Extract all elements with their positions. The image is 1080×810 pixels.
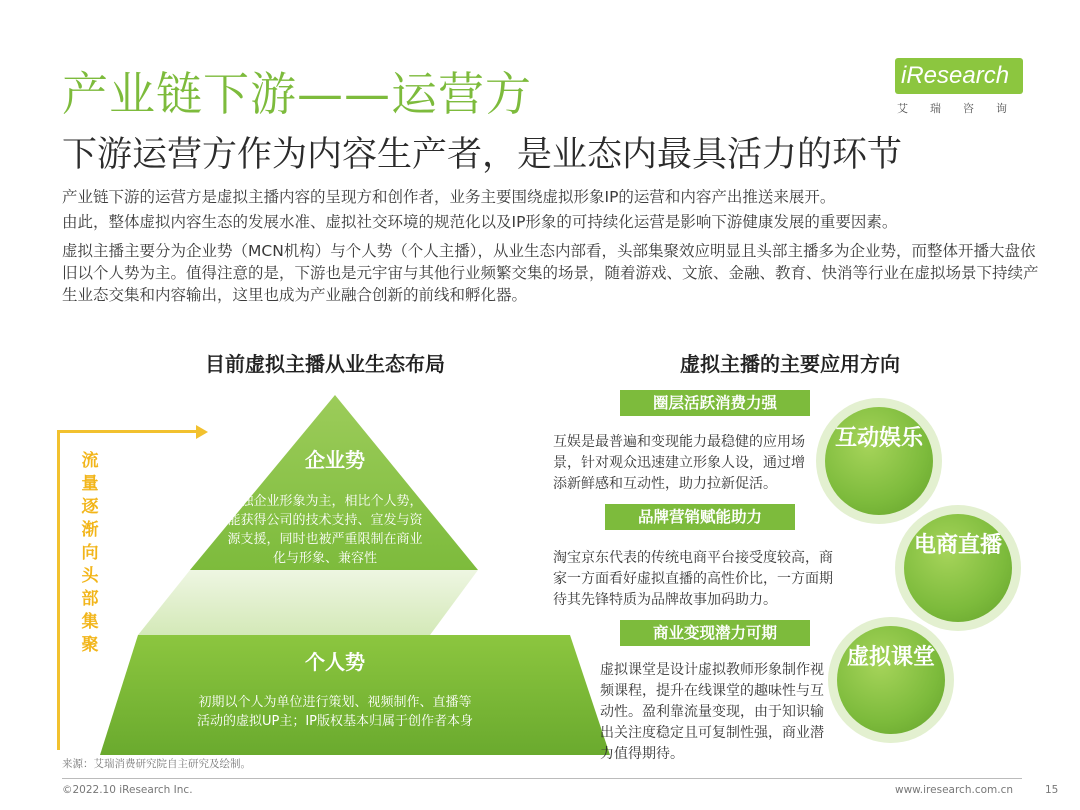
individual-tier-desc: 初期以个人为单位进行策划、视频制作、直播等活动的虚拟UP主；IP版权基本归属于创作者本身 bbox=[196, 695, 474, 729]
copyright: ©2022.10 iResearch Inc. bbox=[62, 784, 193, 796]
desc-entertainment: 互娱是最普遍和变现能力最稳健的应用场景，针对观众迅速建立形象人设，通过增添新鲜感和互动性，助力拉新促活。 bbox=[553, 434, 805, 492]
page-subtitle: 下游运营方作为内容生产者，是业态内最具活力的环节 bbox=[62, 135, 903, 175]
flow-arrow-label: 流量逐渐向头部集聚 bbox=[81, 451, 99, 655]
page-title: 产业链下游——运营方 bbox=[62, 67, 532, 121]
website-link[interactable]: www.iresearch.com.cn bbox=[895, 784, 1014, 796]
logo-text: iResearch bbox=[901, 62, 1010, 89]
circle-entertainment-label: 互动娱乐 bbox=[834, 426, 923, 451]
logo-subtext: 艾瑞咨询 bbox=[897, 102, 1029, 115]
enterprise-tier-desc: 以独企业形象为主，相比个人势，能获得公司的技术支持、宣发与资源支援，同时也被严重限制在商业化与形象、兼容性 bbox=[227, 494, 423, 566]
desc-virtual-classroom: 虚拟课堂是设计虚拟教师形象制作视频课程，提升在线课堂的趣味性与互动性。盈利靠流量变现，由于知识输出关注度稳定且可复制性强，商业潜力值得期待。 bbox=[600, 662, 824, 762]
circle-virtual-classroom-label: 虚拟课堂 bbox=[846, 645, 935, 670]
circle-ecommerce bbox=[895, 505, 1021, 631]
flow-arrow-shaft bbox=[57, 432, 60, 750]
page-number: 15 bbox=[1045, 784, 1059, 796]
intro-paragraph-3: 虚拟主播主要分为企业势（MCN机构）与个人势（个人主播），从业生态内部看，头部集聚效应明显且头部主播多为企业势，而整体开播大盘依旧以个人势为主。值得注意的是，下游也是元宇宙与其他行业频繁交集的场景，随着游戏、文旅、金融、教育、快消等行业在虚拟场景下持续产生业态交集和内容输出，这里也成为产业融合创新的前线和孵化器。 bbox=[62, 242, 1039, 304]
tag-brand-marketing: 品牌营销赋能助力 bbox=[605, 504, 795, 530]
enterprise-tier-label: 企业势 bbox=[305, 448, 365, 472]
pyramid-gap-band bbox=[138, 570, 478, 635]
tag-fan-engagement: 圈层活跃消费力强 bbox=[620, 390, 810, 416]
iresearch-logo bbox=[895, 58, 1029, 118]
intro-paragraph-1: 产业链下游的运营方是虚拟主播内容的呈现方和创作者，业务主要围绕虚拟形象IP的运营和内容产出推送来展开。 bbox=[62, 188, 836, 206]
source-note: 来源：艾瑞消费研究院自主研究及绘制。 bbox=[62, 758, 251, 770]
right-panel-heading: 虚拟主播的主要应用方向 bbox=[680, 352, 900, 376]
circle-virtual-classroom bbox=[828, 617, 954, 743]
circle-ecommerce-label: 电商直播 bbox=[913, 533, 1002, 558]
desc-ecommerce: 淘宝京东代表的传统电商平台接受度较高，商家一方面看好虚拟直播的高性价比，一方面期待其先锋特质为品牌故事加码助力。 bbox=[553, 550, 833, 608]
intro-paragraph-2: 由此，整体虚拟内容生态的发展水准、虚拟社交环境的规范化以及IP形象的可持续化运营是影响下游健康发展的重要因素。 bbox=[62, 213, 898, 231]
left-panel-heading: 目前虚拟主播从业生态布局 bbox=[205, 352, 445, 376]
tag-monetization: 商业变现潜力可期 bbox=[620, 620, 810, 646]
footer-divider bbox=[62, 778, 1022, 779]
individual-tier-label: 个人势 bbox=[305, 650, 365, 674]
